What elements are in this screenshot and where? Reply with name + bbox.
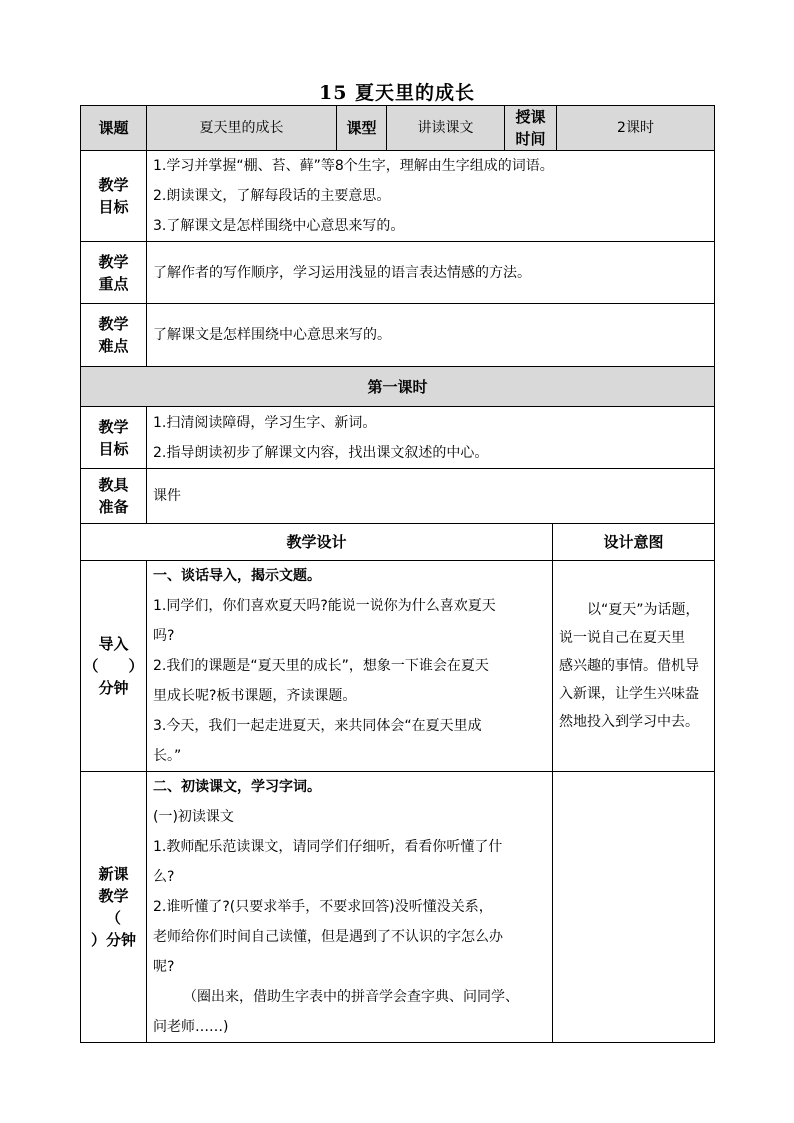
new-lesson-line: （圈出来，借助生字表中的拼音学会查字典、问同学、 bbox=[183, 989, 519, 1005]
intro-line: 里成长呢?板书课题，齐读课题。 bbox=[153, 688, 357, 704]
intro-row bbox=[81, 561, 715, 772]
goals-label-line-2: 目标 bbox=[98, 198, 129, 216]
intro-line: 吗? bbox=[153, 628, 175, 644]
goals-label-line-1: 教学 bbox=[98, 176, 129, 194]
first-lesson-heading: 第一课时 bbox=[81, 367, 715, 407]
intro-purpose bbox=[553, 561, 715, 772]
key-points-label-line-2: 重点 bbox=[98, 274, 129, 293]
new-lesson-label-line-3: （ bbox=[105, 909, 121, 927]
time-label-line-1: 授课 bbox=[515, 108, 546, 126]
goals-content bbox=[147, 151, 715, 242]
intro-line: 2.我们的课题是“夏天里的成长”，想象一下谁会在夏天 bbox=[153, 658, 489, 674]
intro-purpose-line: 感兴趣的事情。借机导 bbox=[559, 658, 699, 674]
goals-row bbox=[81, 151, 715, 242]
key-points-text: 了解作者的写作顺序，学习运用浅显的语言表达情感的方法。 bbox=[147, 242, 715, 304]
key-points-row bbox=[81, 242, 715, 304]
first-lesson-goals-row bbox=[81, 407, 715, 469]
document-title: 15 夏天里的成长 bbox=[318, 82, 476, 104]
new-lesson-heading: 二、初读课文，学习字词。 bbox=[153, 779, 321, 795]
first-lesson-goals-label-line-2: 目标 bbox=[98, 439, 129, 458]
new-lesson-label-line-4: ）分钟 bbox=[90, 931, 136, 949]
goal-item: 1.学习并掌握“棚、苔、藓”等8个生字，理解由生字组成的词语。 bbox=[153, 158, 554, 174]
new-lesson-line: (一)初读课文 bbox=[153, 809, 234, 825]
new-lesson-line: 2.谁听懂了?(只要求举手，不要求回答)没听懂没关系， bbox=[153, 899, 493, 915]
intro-purpose-line: 以“夏天”为话题， bbox=[587, 602, 700, 618]
difficulties-row bbox=[81, 304, 715, 367]
goal-item: 3.了解课文是怎样围绕中心意思来写的。 bbox=[153, 218, 405, 234]
goals-label bbox=[81, 151, 147, 242]
type-label: 课型 bbox=[337, 106, 387, 151]
intro-purpose-line: 然地投入到学习中去。 bbox=[559, 714, 699, 730]
new-lesson-line: 么? bbox=[153, 869, 175, 885]
new-lesson-purpose bbox=[553, 772, 715, 1043]
goal-item: 2.朗读课文，了解每段话的主要意思。 bbox=[153, 188, 391, 204]
first-lesson-goals-label-line-1: 教学 bbox=[98, 417, 129, 436]
intro-content bbox=[147, 561, 553, 772]
difficulties-label-line-2: 难点 bbox=[98, 337, 129, 355]
new-lesson-content bbox=[147, 772, 553, 1043]
intro-label-line-1: 导入 bbox=[98, 635, 129, 653]
prep-label-line-1: 教具 bbox=[98, 476, 129, 494]
difficulties-label bbox=[81, 304, 147, 367]
first-lesson-goal-item: 1.扫清阅读障碍，学习生字、新词。 bbox=[153, 414, 377, 431]
new-lesson-label-line-1: 新课 bbox=[98, 865, 129, 883]
intro-purpose-line: 入新课，让学生兴味盎 bbox=[559, 686, 699, 702]
purpose-column-heading: 设计意图 bbox=[553, 524, 715, 561]
header-row bbox=[81, 106, 715, 151]
intro-label bbox=[81, 561, 147, 772]
type-value: 讲读课文 bbox=[387, 106, 505, 151]
time-label-line-2: 时间 bbox=[515, 130, 546, 148]
first-lesson-goals-content bbox=[147, 407, 715, 469]
new-lesson-line: 问老师……) bbox=[153, 1019, 229, 1035]
prep-label bbox=[81, 469, 147, 524]
prep-row bbox=[81, 469, 715, 524]
new-lesson-label-line-2: 教学 bbox=[98, 887, 129, 905]
intro-line: 3.今天，我们一起走进夏天，来共同体会“在夏天里成 bbox=[153, 718, 482, 734]
first-lesson-goal-item: 2.指导朗读初步了解课文内容，找出课文叙述的中心。 bbox=[153, 444, 489, 461]
intro-heading: 一、谈话导入，揭示文题。 bbox=[153, 568, 321, 584]
new-lesson-line: 1.教师配乐范读课文，请同学们仔细听，看看你听懂了什 bbox=[153, 839, 503, 855]
difficulties-text: 了解课文是怎样围绕中心意思来写的。 bbox=[147, 304, 715, 367]
intro-label-line-3: 分钟 bbox=[98, 679, 129, 697]
prep-label-line-2: 准备 bbox=[98, 498, 129, 516]
new-lesson-line: 呢? bbox=[153, 959, 175, 975]
time-value: 2课时 bbox=[557, 106, 715, 151]
intro-purpose-line: 说一说自己在夏天里 bbox=[559, 630, 685, 646]
intro-label-line-2: （ ） bbox=[83, 657, 144, 675]
new-lesson-row bbox=[81, 772, 715, 1043]
new-lesson-label bbox=[81, 772, 147, 1043]
intro-line: 1.同学们，你们喜欢夏天吗?能说一说你为什么喜欢夏天 bbox=[153, 598, 496, 614]
first-lesson-row bbox=[81, 367, 715, 407]
new-lesson-line: 老师给你们时间自己读懂，但是遇到了不认识的字怎么办 bbox=[153, 929, 503, 945]
design-header-row bbox=[81, 524, 715, 561]
time-label bbox=[505, 106, 557, 151]
key-points-label bbox=[81, 242, 147, 304]
key-points-label-line-1: 教学 bbox=[98, 252, 129, 271]
lesson-plan-table bbox=[80, 105, 715, 1043]
design-column-heading: 教学设计 bbox=[81, 524, 553, 561]
topic-value: 夏天里的成长 bbox=[147, 106, 337, 151]
intro-line: 长。” bbox=[153, 748, 182, 764]
difficulties-label-line-1: 教学 bbox=[98, 315, 129, 333]
prep-value: 课件 bbox=[147, 469, 715, 524]
topic-label: 课题 bbox=[81, 106, 147, 151]
first-lesson-goals-label bbox=[81, 407, 147, 469]
